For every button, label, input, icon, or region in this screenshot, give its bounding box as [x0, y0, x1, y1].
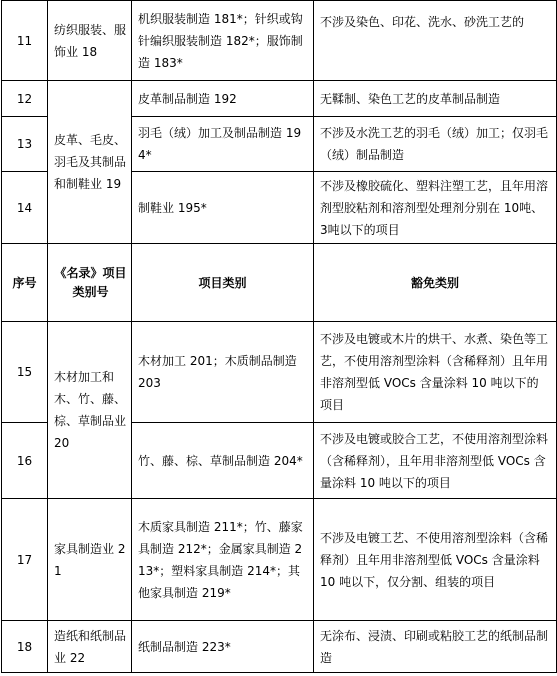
header-no: 序号 — [2, 244, 48, 322]
directory-category: 木材加工和木、竹、藤、棕、草制品业 20 — [48, 322, 132, 499]
row-number: 18 — [2, 621, 48, 673]
table-row — [2, 1, 557, 81]
table-header-row — [2, 244, 557, 322]
project-category: 制鞋业 195* — [132, 172, 314, 244]
exempt-category: 不涉及电镀或胶合工艺，不使用溶剂型涂料（含稀释剂），且年用非溶剂型低 VOCs 含量涂料 10 吨以下的项目 — [314, 423, 557, 499]
row-number: 16 — [2, 423, 48, 499]
row-number: 17 — [2, 499, 48, 621]
exempt-category: 不涉及染色、印花、洗水、砂洗工艺的 — [314, 1, 557, 81]
project-category: 纸制品制造 223* — [132, 621, 314, 673]
directory-category: 家具制造业 21 — [48, 499, 132, 621]
row-number: 13 — [2, 117, 48, 172]
header-exempt: 豁免类别 — [314, 244, 557, 322]
project-category: 木质家具制造 211*；竹、藤家具制造 212*；金属家具制造 213*；塑料家具制造 214*；其他家具制造 219* — [132, 499, 314, 621]
project-category: 竹、藤、棕、草制品制造 204* — [132, 423, 314, 499]
project-category: 机织服装制造 181*；针织或钩针编织服装制造 182*；服饰制造 183* — [132, 1, 314, 81]
row-number: 11 — [2, 1, 48, 81]
exempt-category: 不涉及电镀或木片的烘干、水煮、染色等工艺，不使用溶剂型涂料（含稀释剂）且年用非溶剂型低 VOCs 含量涂料 10 吨以下的项目 — [314, 322, 557, 423]
exempt-category: 无鞣制、染色工艺的皮革制品制造 — [314, 81, 557, 117]
exempt-category: 不涉及橡胶硫化、塑料注塑工艺，且年用溶剂型胶粘剂和溶剂型处理剂分别在 10吨、3吨以下的项目 — [314, 172, 557, 244]
directory-category: 造纸和纸制品业 22 — [48, 621, 132, 673]
row-number: 12 — [2, 81, 48, 117]
exempt-category: 无涂布、浸渍、印刷或粘胶工艺的纸制品制造 — [314, 621, 557, 673]
project-category: 皮革制品制造 192 — [132, 81, 314, 117]
exempt-category: 不涉及水洗工艺的羽毛（绒）加工；仅羽毛（绒）制品制造 — [314, 117, 557, 172]
header-project: 项目类别 — [132, 244, 314, 322]
directory-category: 纺织服装、服饰业 18 — [48, 1, 132, 81]
table-row — [2, 322, 557, 423]
row-number: 15 — [2, 322, 48, 423]
project-category: 木材加工 201；木质制品制造 203 — [132, 322, 314, 423]
directory-category: 皮革、毛皮、羽毛及其制品和制鞋业 19 — [48, 81, 132, 244]
table-row — [2, 499, 557, 621]
exemption-table — [1, 0, 557, 673]
project-category: 羽毛（绒）加工及制品制造 194* — [132, 117, 314, 172]
header-category: 《名录》项目类别号 — [48, 244, 132, 322]
table-row — [2, 81, 557, 117]
row-number: 14 — [2, 172, 48, 244]
exempt-category: 不涉及电镀工艺、不使用溶剂型涂料（含稀释剂）且年用非溶剂型低 VOCs 含量涂料 10 吨以下，仅分割、组装的项目 — [314, 499, 557, 621]
table-row — [2, 621, 557, 673]
